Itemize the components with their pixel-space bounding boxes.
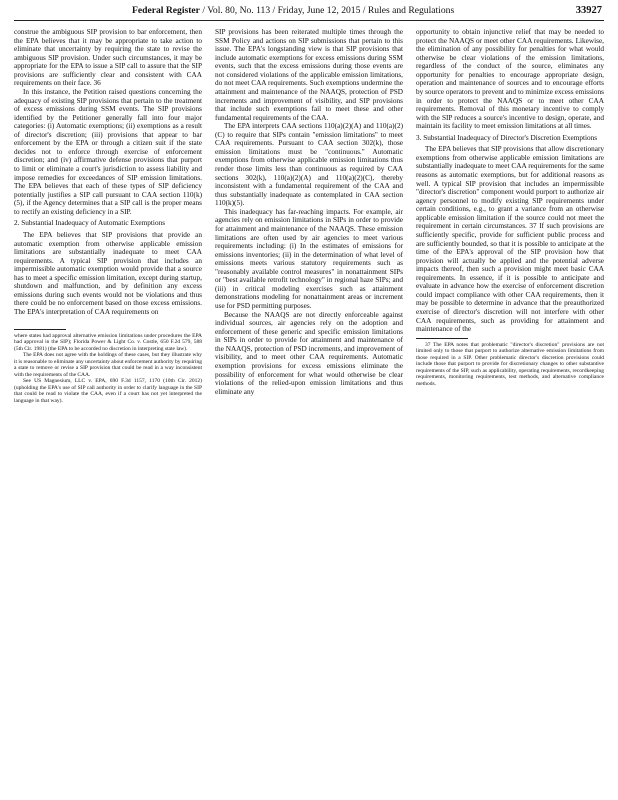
col3-paragraph-1: opportunity to obtain injunctive relief that may be needed to protect the NAAQS or meet other CAA requirements. Likewise, the elimination of any possibility for penalties for what would otherwise be clear violations of the emission limitations, regardless of the conduct of the source, eliminates any opportunity for penalties to encourage appropriate design, operation and maintenance of sources and to encourage efforts by source operators to prevent and to minimize excess emissions in order to protect the NAAQS or to meet other CAA requirements. Removal of this monetary incentive to comply with the SIP reduces a source's incentive to design, operate, and maintain its facility to meet emission limitations at all times. (416, 28, 604, 131)
column-2 (215, 28, 403, 774)
header-page-number: 33927 (575, 5, 602, 16)
header-journal-title: Federal Register / Vol. 80, No. 113 / Friday, June 12, 2015 / Rules and Regulations (132, 5, 455, 16)
col1-footnote-rule (14, 329, 66, 330)
col1-footnote-3: See US Magnesium, LLC v. EPA, 690 F.3d 1157, 1170 (10th Cir. 2012) (upholding the EPA's use of SIP call authority in order to clarify language in the SIP that could be read to violate the CAA, even if a court has not yet interpreted the language in that way). (14, 378, 202, 404)
col1-paragraph-3: The EPA believes that SIP provisions that provide an automatic exemption from otherwise applicable emission limitations are substantially inadequate to meet CAA requirements. A typical SIP provision that includes an impermissible automatic exemption would provide that a source has to meet a specific emission limitation, except during startup, shutdown and malfunction, and by definition any excess emissions during such events would not be violations and thus there could be no enforcement based on those excess emissions. The EPA's interpretation of CAA requirements on (14, 230, 202, 316)
col1-section-heading: 2. Substantial Inadequacy of Automatic Exemptions (14, 219, 166, 228)
col1-footnote-1: where states had approval alternative emission limitations under procedures the EPA had approval in the SIP); Florida Power & Light Co. v. Costle, 650 F.2d 579, 588 (5th Cir. 1981) (the EPA to be accorded no discretion in interpreting state law). (14, 332, 202, 352)
col1-paragraph-1: construe the ambiguous SIP provision to bar enforcement, then the EPA believes that it may be appropriate to take action to eliminate that uncertainty by requiring the state to revise the ambiguous SIP provision. Under such circumstances, it may be appropriate for the EPA to issue a SIP call to assure that the SIP provisions are sufficiently clear and consistent with CAA requirements on their face. 36 (14, 28, 202, 88)
column-1 (14, 28, 202, 774)
col1-footnotes (14, 333, 202, 405)
header-rule (14, 20, 604, 21)
col1-footnote-2: The EPA does not agree with the holdings of these cases, but they illustrate why it is reasonable to eliminate any uncertainty about enforcement authority by requiring a state to remove or revise a SIP provision that could be read in a way inconsistent with the requirements of the CAA. (14, 352, 202, 378)
col2-paragraph-2: The EPA interprets CAA sections 110(a)(2)(A) and 110(a)(2)(C) to require that SIPs contain "emission limitations" to meet CAA requirements. Pursuant to CAA section 302(k), those emission limitations must be "continuous." Automatic exemptions from otherwise applicable emission limitations thus render those limits less than continuous as required by CAA sections 302(k), 110(a)(2)(A) and 110(a)(2)(C), thereby inconsistent with a fundamental requirement of the CAA and thus substantially inadequate as contemplated in CAA section 110(k)(5). (215, 122, 403, 208)
col3-footnote-37: 37 The EPA notes that problematic "director's discretion" provisions are not limited only to those that purport to authorize alternative emission limitations from those required in a SIP. Other problematic director's discretion provisions could include those that purport to provide for discretionary changes to other substantive requirements of the SIP, such as applicability, operating requirements, recordkeeping requirements, monitoring requirements, test methods, and alternative compliance methods. (416, 341, 604, 387)
column-3 (416, 28, 604, 774)
col3-paragraph-2: The EPA believes that SIP provisions that allow discretionary exemptions from otherwise applicable emission limitations are substantially inadequate to meet CAA requirements for the same reasons as automatic exemptions, but for additional reasons as well. A typical SIP provision that includes an impermissible "director's discretion" component would purport to authorize air agency personnel to modify existing SIP requirements under certain conditions, e.g., to grant a variance from an otherwise applicable emission limitation if the source could not meet the requirement in certain circumstances. 37 If such provisions are sufficiently specific, provide for sufficient public process and are sufficiently bounded, so that it is possible to anticipate at the time of the EPA's approval of the SIP provision how that provision will actually be applied and the potential adverse impacts thereof, then such a provision might meet basic CAA requirements. In essence, if it is possible to anticipate and evaluate in advance how the exercise of enforcement discretion could impact compliance with other CAA requirements, then it may be possible to determine in advance that the preauthorized exercise of director's discretion will not interfere with other CAA requirements, such as providing for attainment and maintenance of the (416, 145, 604, 334)
page-header (14, 5, 604, 21)
col3-footnote-rule (416, 338, 468, 339)
header-issue-info: / Vol. 80, No. 113 / Friday, June 12, 2015 / Rules and Regulations (202, 5, 455, 16)
col1-paragraph-2: In this instance, the Petition raised questions concerning the adequacy of existing SIP provisions that pertain to the treatment of excess emissions during SSM events. The SIP provisions identified by the Petitioner generally fall into four major categories: (i) Automatic exemptions; (ii) exemptions as a result of director's discretion; (iii) provisions that appear to bar enforcement by the EPA or through a citizen suit if the state decides not to enforce through exercise of enforcement discretion; and (iv) affirmative defense provisions that purport to limit or eliminate a court's jurisdiction to assess liability and impose remedies for exceedances of SIP emission limitations. The EPA believes that each of these types of SIP deficiency potentially justifies a SIP call pursuant to CAA section 110(k)(5), if the Agency determines that a SIP call is the proper means to rectify an existing deficiency in a SIP. (14, 87, 202, 216)
col3-section-heading: 3. Substantial Inadequacy of Director's Discretion Exemptions (416, 133, 598, 142)
col2-paragraph-4: Because the NAAQS are not directly enforceable against individual sources, air agencies rely on the adoption and enforcement of these generic and specific emission limitations in SIPs in order to provide for attainment and maintenance of the NAAQS, protection of PSD increments, and improvement of visibility, and to meet other CAA requirements. Automatic exemption provisions for excess emissions eliminate the possibility of enforcement for what would otherwise be clear violations of the relied-upon emission limitations and thus eliminate any (215, 310, 403, 396)
col2-paragraph-3: This inadequacy has far-reaching impacts. For example, air agencies rely on emission limitations in SIPs in order to provide for attainment and maintenance of the NAAQS. These emission limitations are often used by air agencies to meet various requirements including: (i) In the estimates of emissions for emissions inventories; (ii) in the determination of what level of emissions meets various statutory requirements such as "reasonably available control measures" in nonattainment SIPs or "best available retrofit technology" in regional haze SIPs; and (iii) in critical modeling exercises such as attainment demonstrations modeling for nonattainment areas or increment use for PSD permitting purposes. (215, 207, 403, 310)
col3-footnotes (416, 342, 604, 388)
col2-paragraph-1: SIP provisions has been reiterated multiple times through the SSM Policy and actions on SIP submissions that pertain to this issue. The EPA's longstanding view is that SIP provisions that include automatic exemptions for excess emissions during SSM events, such that the excess emissions during those events are not considered violations of the applicable emission limitations, do not meet CAA requirements. Such exemptions undermine the attainment and maintenance of the NAAQS, protection of PSD increments and improvement of visibility, and SIP provisions that include such exemptions fail to meet these and other fundamental requirements of the CAA. (215, 28, 403, 122)
